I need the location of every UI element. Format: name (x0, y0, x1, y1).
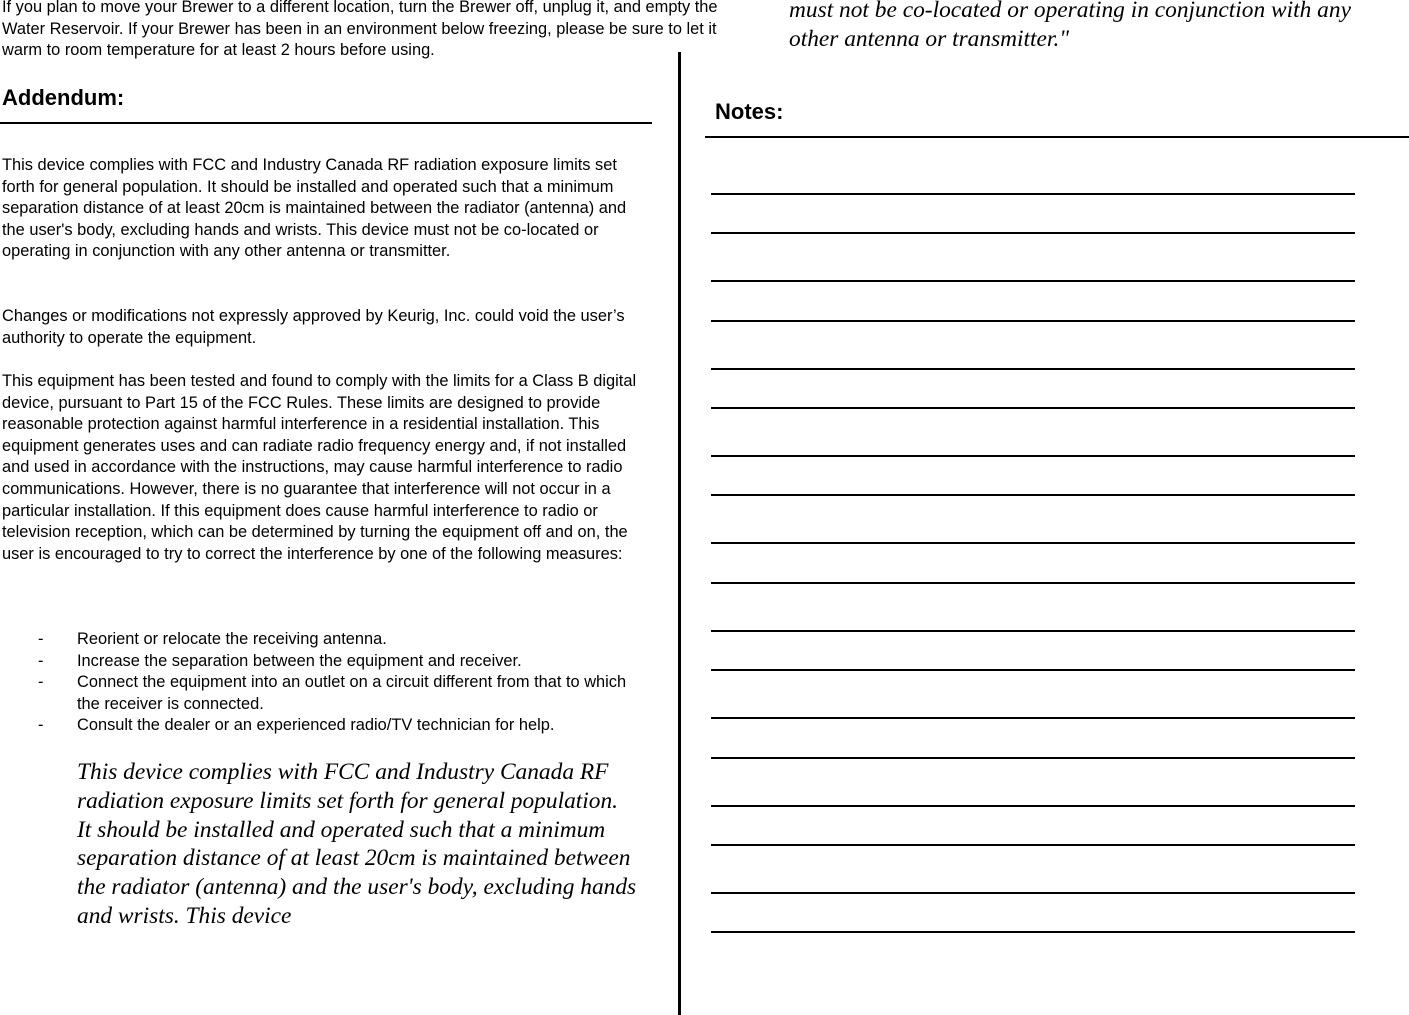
measure-text: Consult the dealer or an experienced radio/TV technician for help. (77, 716, 555, 735)
note-line (711, 805, 1355, 807)
notes-heading: Notes: (715, 99, 784, 124)
note-line (711, 630, 1355, 632)
note-line (711, 193, 1355, 195)
note-line (711, 280, 1355, 282)
italic-rf-statement-start: This device complies with FCC and Industry Canada RF radiation exposure limits set forth for general population. It should be installed and operated such that a minimum separation distance of at least 20cm is maintained between the radiator (antenna) and the user's body, excluding hands and wrists. This device (77, 759, 637, 929)
note-line (711, 407, 1355, 409)
interference-measures-list (0, 629, 650, 737)
addendum-heading: Addendum: (2, 85, 125, 110)
note-line (711, 892, 1355, 894)
list-item (0, 651, 650, 673)
bullet-dash: - (38, 630, 44, 648)
list-item (0, 629, 650, 651)
note-line (711, 320, 1355, 322)
measure-text: Connect the equipment into an outlet on a circuit different from that to which the receiver is connected. (77, 673, 627, 713)
note-line (711, 455, 1355, 457)
measure-text: Increase the separation between the equipment and receiver. (77, 651, 522, 670)
note-line (711, 931, 1355, 933)
note-line (711, 368, 1355, 370)
note-line (711, 232, 1355, 234)
list-item (0, 715, 650, 737)
italic-rf-statement-end: must not be co-located or operating in conjunction with any other antenna or transmitter." (789, 0, 1351, 52)
moving-brewer-instructions: If you plan to move your Brewer to a different location, turn the Brewer off, unplug it, and empty the Water Reservoir. If your Brewer has been in an environment below freezing, please be sure to let it warm to room temperature for at least 2 hours before using. (2, 0, 718, 60)
bullet-dash: - (38, 673, 44, 692)
class-b-paragraph: This equipment has been tested and found to comply with the limits for a Class B digital device, pursuant to Part 15 of the FCC Rules. These limits are designed to provide reasonable protection against harmful interference in a residential installation. This equipment generates uses and can radiate radio frequency energy and, if not installed and used in accordance with the instructions, may cause harmful interference to radio communications. However, there is no guarantee that interference will not occur in a particular installation. If this equipment does cause harmful interference to radio or television reception, which can be determined by turning the equipment off and on, the user is encouraged to try to correct the interference by one of the following measures: (2, 372, 637, 563)
column-divider (678, 52, 681, 1015)
note-line (711, 757, 1355, 759)
list-item (0, 672, 650, 715)
note-line (711, 669, 1355, 671)
note-line (711, 844, 1355, 846)
notes-rule (705, 136, 1409, 138)
note-line (711, 542, 1355, 544)
note-line (711, 494, 1355, 496)
modifications-paragraph: Changes or modifications not expressly approved by Keurig, Inc. could void the user’s authority to operate the equipment. (2, 307, 625, 347)
bullet-dash: - (38, 651, 44, 670)
note-line (711, 717, 1355, 719)
measure-text: Reorient or relocate the receiving antenna. (77, 630, 387, 648)
addendum-rule (0, 122, 652, 124)
rf-exposure-paragraph: This device complies with FCC and Industry Canada RF radiation exposure limits set forth for general population. It should be installed and operated such that a minimum separation distance of at least 20cm is maintained between the radiator (antenna) and the user's body, excluding hands and wrists. This device must not be co-located or operating in conjunction with any other antenna or transmitter. (2, 156, 627, 261)
note-line (711, 582, 1355, 584)
bullet-dash: - (38, 716, 44, 735)
